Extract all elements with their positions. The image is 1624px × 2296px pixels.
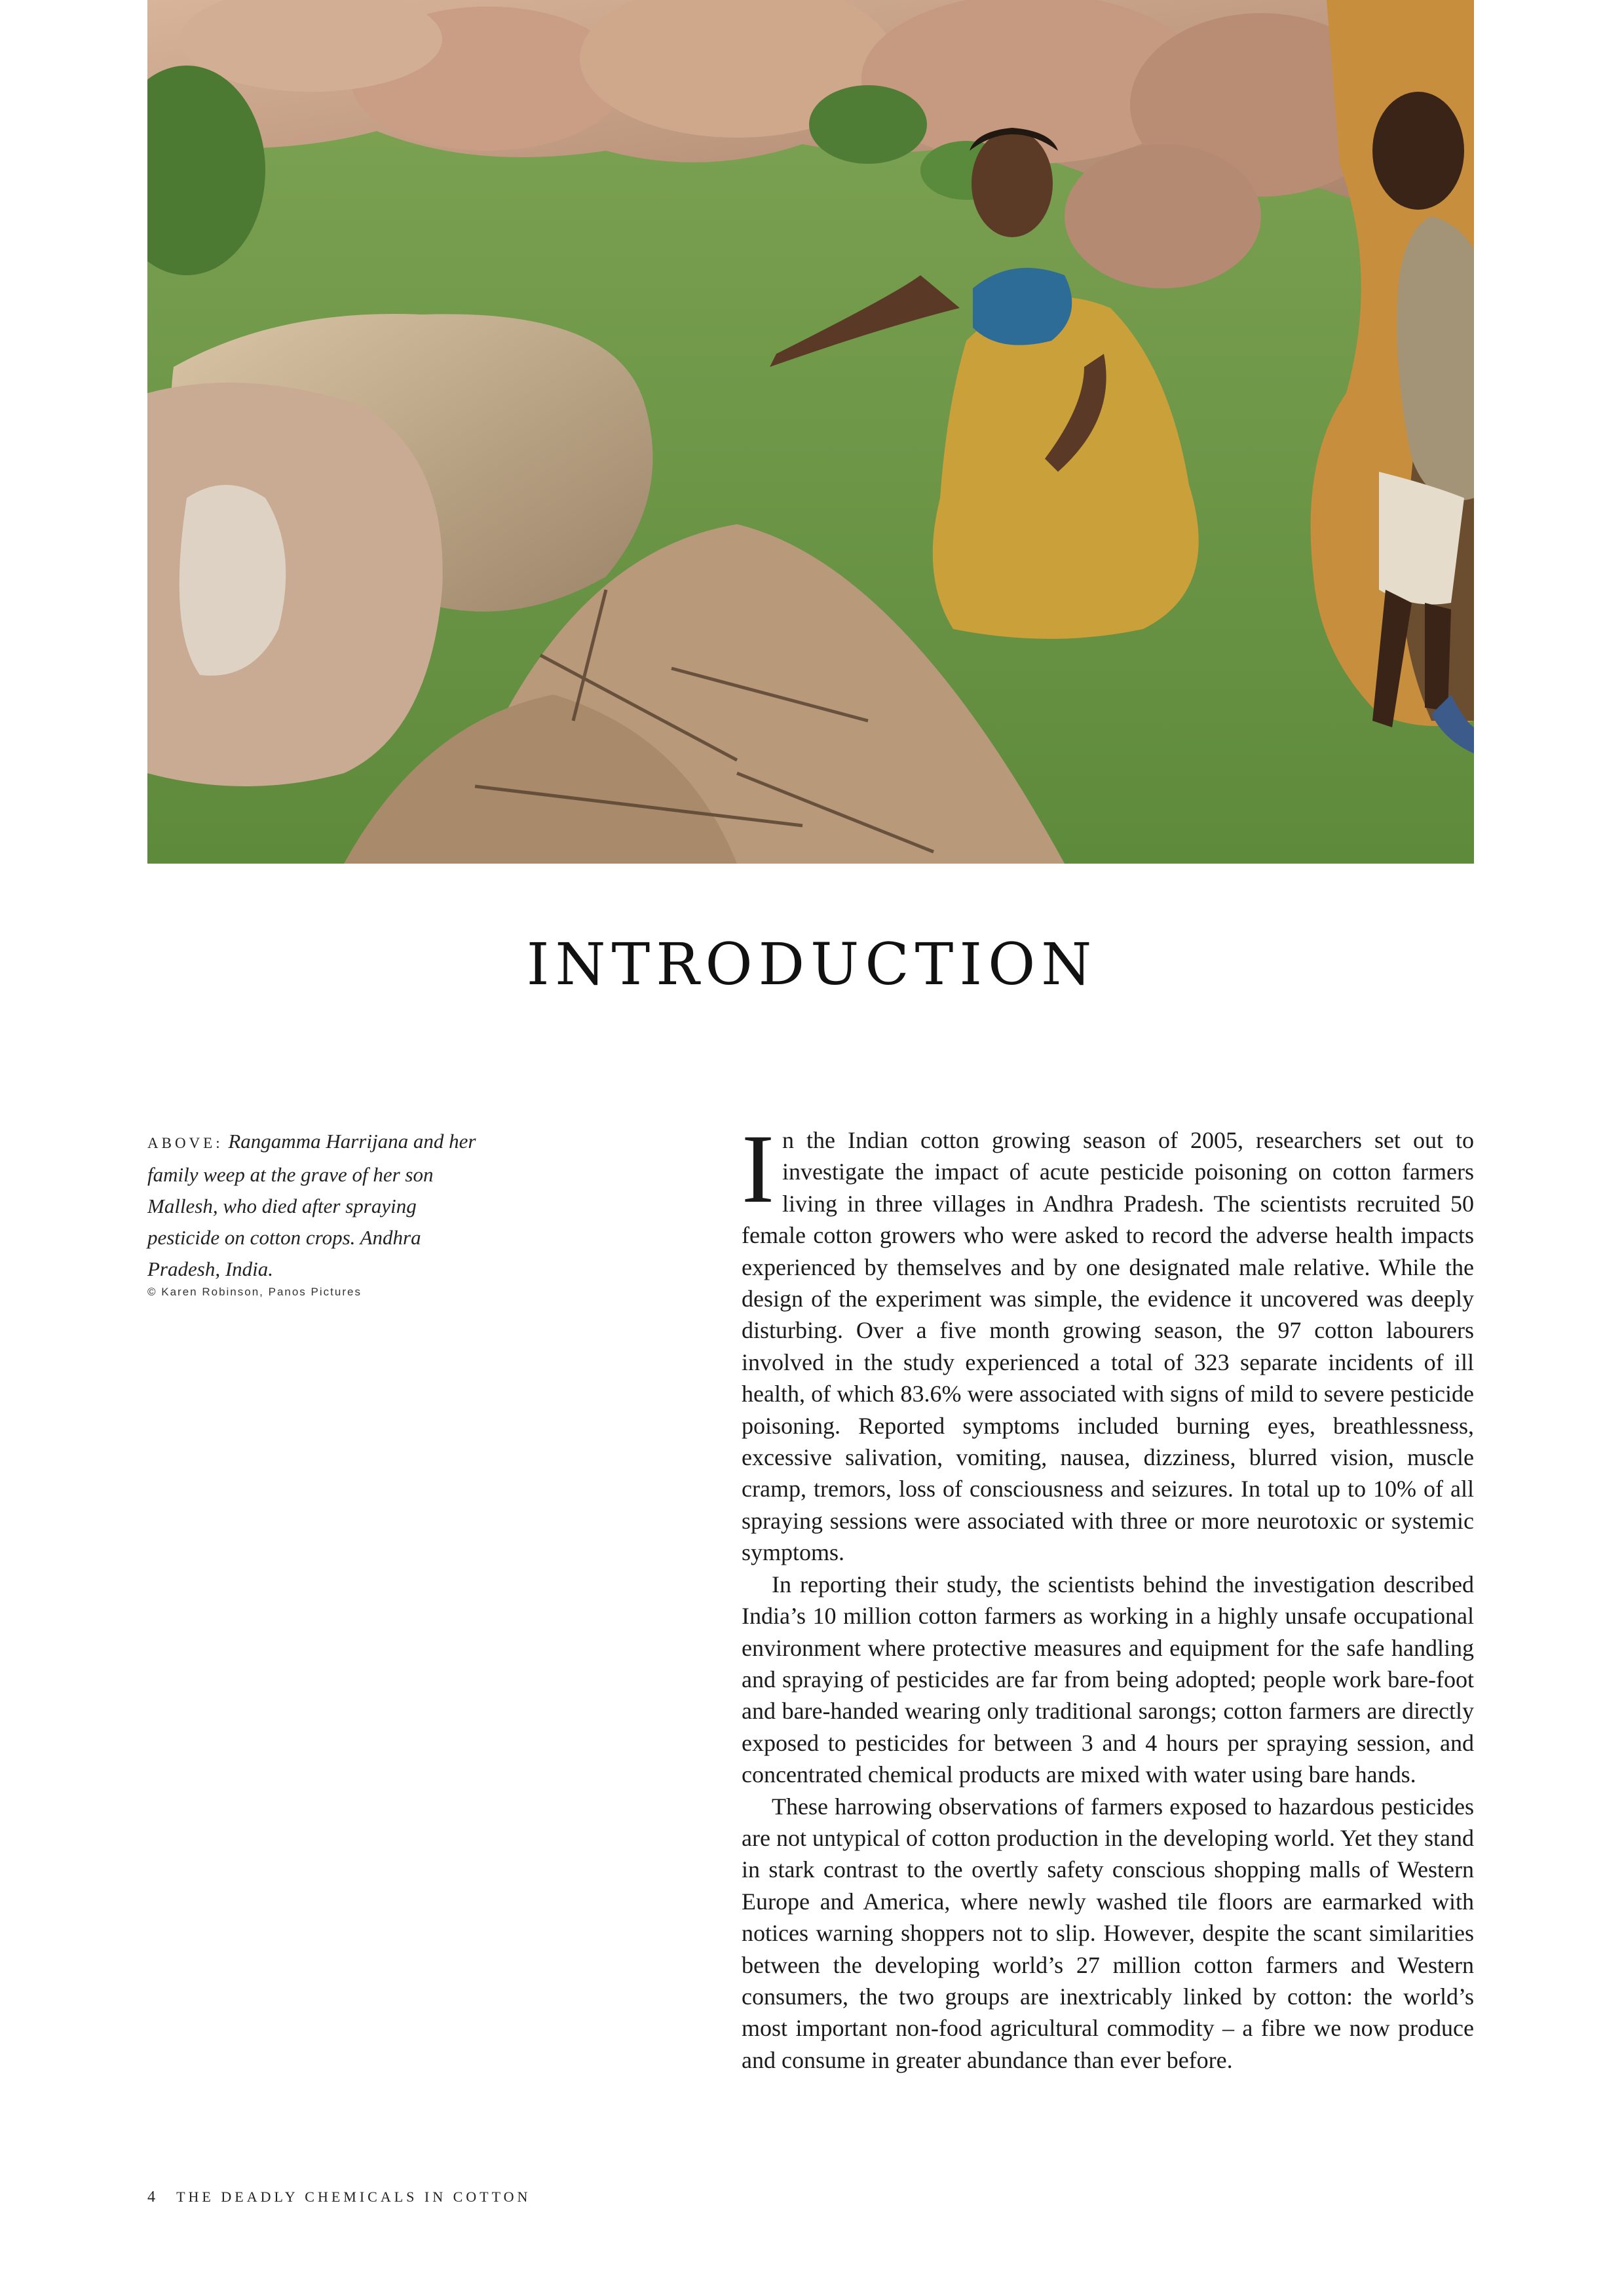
page-title: INTRODUCTION (526, 930, 1098, 998)
paragraph-1 (742, 1115, 1474, 1569)
paragraph-2: In reporting their study, the scientists behind the investigation described India’s 10 million cotton farmers as working in a highly unsafe occupational environment where protective measures and equipment for the safe handling and spraying of pesticides are far from being adopted; people work bare-foot and bare-handed wearing only traditional sarongs; cotton farmers are directly exposed to pesticides for between 3 and 4 hours per spraying session, and concentrated chemical products are mixed with water using bare hands. (742, 1571, 1474, 1788)
photo-illustration (147, 0, 1474, 864)
caption-text: Rangamma Harrijana and her family weep at the grave of her son Mallesh, who died after spraying pesticide on cotton crops. Andhra Pradesh, India. (147, 1130, 476, 1280)
paragraph-1-text: n the Indian cotton growing season of 2005, researchers set out to investigate the impact of acute pesticide poisoning on cotton farmers living in three villages in Andhra Pradesh. The scientists recruited 50 female cotton growers who were asked to record the adverse health impacts experienced by themselves and by one designated male relative. While the design of the experiment was simple, the evidence it uncovered was deeply disturbing. Over a five month growing season, the 97 cotton labourers involved in the study experienced a total of 323 separate incidents of ill health, of which 83.6% were associated with signs of mild to severe pesticide poisoning. Reported symptoms included burning eyes, breathlessness, excessive salivation, vomiting, nausea, dizziness, blurred vision, muscle cramp, tremors, loss of consciousness and seizures. In total up to 10% of all spraying sessions were associated with three or more neurotoxic or systemic symptoms. (742, 1127, 1474, 1566)
caption-lead: ABOVE: (147, 1135, 223, 1151)
cover-photo (147, 0, 1474, 864)
page-number: 4 (147, 2189, 155, 2206)
photo-caption (147, 1126, 488, 1285)
page-footer (147, 2189, 531, 2206)
photo-credit: © Karen Robinson, Panos Pictures (147, 1286, 362, 1298)
running-title: THE DEADLY CHEMICALS IN COTTON (176, 2189, 531, 2205)
drop-cap: I (742, 1115, 774, 1223)
article-body (742, 1115, 1474, 2076)
paragraph-3: These harrowing observations of farmers exposed to hazardous pesticides are not untypical of cotton production in the developing world. Yet they stand in stark contrast to the overtly safety conscious shopping malls of Western Europe and America, where newly washed tile floors are earmarked with notices warning shoppers not to slip. However, despite the scant similarities between the developing world’s 27 million cotton farmers and Western consumers, the two groups are inextricably linked by cotton: the world’s most important non-food agricultural commodity – a fibre we now produce and consume in greater abundance than ever before. (742, 1793, 1474, 2073)
